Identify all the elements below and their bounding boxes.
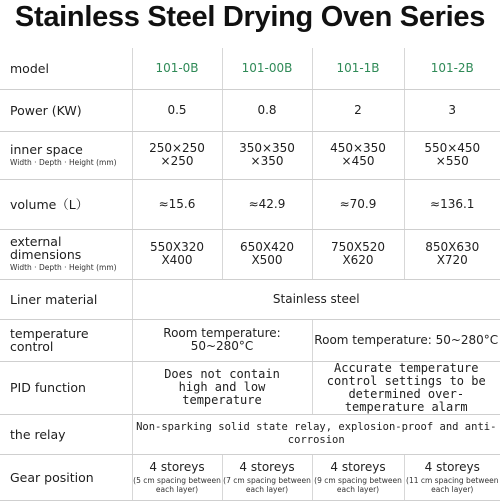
gear-3-note: (9 cm spacing between each layer) (313, 476, 404, 494)
row-temperature (0, 319, 500, 361)
label-temperature: temperature control (0, 319, 132, 361)
volume-4: ≈136.1 (404, 179, 500, 229)
external-1-a: 550X320 (150, 240, 204, 254)
external-2-a: 650X420 (240, 240, 294, 254)
page-title: Stainless Steel Drying Oven Series (0, 0, 500, 34)
inner-space-subtitle: Width · Depth · Height (mm) (10, 158, 132, 168)
relay-value: Non-sparking solid state relay, explosion-proof and anti-corrosion (132, 414, 500, 454)
pid-left: Does not contain high and low temperature (132, 361, 312, 414)
inner-space-4-b: ×550 (436, 154, 469, 168)
row-volume (0, 179, 500, 229)
inner-space-2 (222, 131, 312, 179)
inner-space-2-a: 350×350 (239, 141, 295, 155)
gear-2-storeys: 4 storeys (239, 460, 294, 474)
row-external (0, 229, 500, 279)
label-external (0, 229, 132, 279)
power-3: 2 (312, 89, 404, 131)
power-2: 0.8 (222, 89, 312, 131)
pid-right: Accurate temperature control settings to be determined over-temperature alarm (312, 361, 500, 414)
model-4: 101-2B (404, 48, 500, 89)
gear-3-storeys: 4 storeys (330, 460, 385, 474)
inner-space-3 (312, 131, 404, 179)
inner-space-title: inner space (10, 142, 83, 157)
spec-table (0, 48, 500, 501)
external-4-b: X720 (437, 253, 468, 267)
external-3-b: X620 (342, 253, 373, 267)
model-2: 101-00B (222, 48, 312, 89)
label-relay: the relay (0, 414, 132, 454)
inner-space-2-b: ×350 (251, 154, 284, 168)
inner-space-4 (404, 131, 500, 179)
liner-value: Stainless steel (132, 279, 500, 319)
external-3-a: 750X520 (331, 240, 385, 254)
label-model: model (0, 48, 132, 89)
gear-2-note: (7 cm spacing between each layer) (223, 476, 312, 494)
gear-1 (132, 454, 222, 500)
row-liner (0, 279, 500, 319)
gear-4-storeys: 4 storeys (425, 460, 480, 474)
gear-3 (312, 454, 404, 500)
inner-space-3-b: ×450 (342, 154, 375, 168)
gear-1-storeys: 4 storeys (149, 460, 204, 474)
gear-2 (222, 454, 312, 500)
label-pid: PID function (0, 361, 132, 414)
external-1 (132, 229, 222, 279)
external-2-b: X500 (251, 253, 282, 267)
external-4-a: 850X630 (425, 240, 479, 254)
inner-space-4-a: 550×450 (424, 141, 480, 155)
inner-space-1 (132, 131, 222, 179)
row-gear (0, 454, 500, 500)
external-1-b: X400 (161, 253, 192, 267)
inner-space-3-a: 450×350 (330, 141, 386, 155)
inner-space-1-a: 250×250 (149, 141, 205, 155)
external-2 (222, 229, 312, 279)
external-title: external dimensions (10, 234, 81, 262)
temperature-right: Room temperature: 50~280°C (312, 319, 500, 361)
model-3: 101-1B (312, 48, 404, 89)
gear-4 (404, 454, 500, 500)
external-3 (312, 229, 404, 279)
row-relay (0, 414, 500, 454)
row-model (0, 48, 500, 89)
gear-4-note: (11 cm spacing between each layer) (405, 476, 500, 494)
row-power (0, 89, 500, 131)
label-liner: Liner material (0, 279, 132, 319)
label-volume: volume（L） (0, 179, 132, 229)
label-gear: Gear position (0, 454, 132, 500)
external-4 (404, 229, 500, 279)
gear-1-note: (5 cm spacing between each layer) (133, 476, 222, 494)
inner-space-1-b: ×250 (161, 154, 194, 168)
power-4: 3 (404, 89, 500, 131)
label-inner-space (0, 131, 132, 179)
external-subtitle: Width · Depth · Height (mm) (10, 263, 132, 273)
label-power: Power (KW) (0, 89, 132, 131)
model-1: 101-0B (132, 48, 222, 89)
row-pid (0, 361, 500, 414)
volume-3: ≈70.9 (312, 179, 404, 229)
power-1: 0.5 (132, 89, 222, 131)
row-inner-space (0, 131, 500, 179)
volume-2: ≈42.9 (222, 179, 312, 229)
volume-1: ≈15.6 (132, 179, 222, 229)
temperature-left: Room temperature: 50~280°C (132, 319, 312, 361)
